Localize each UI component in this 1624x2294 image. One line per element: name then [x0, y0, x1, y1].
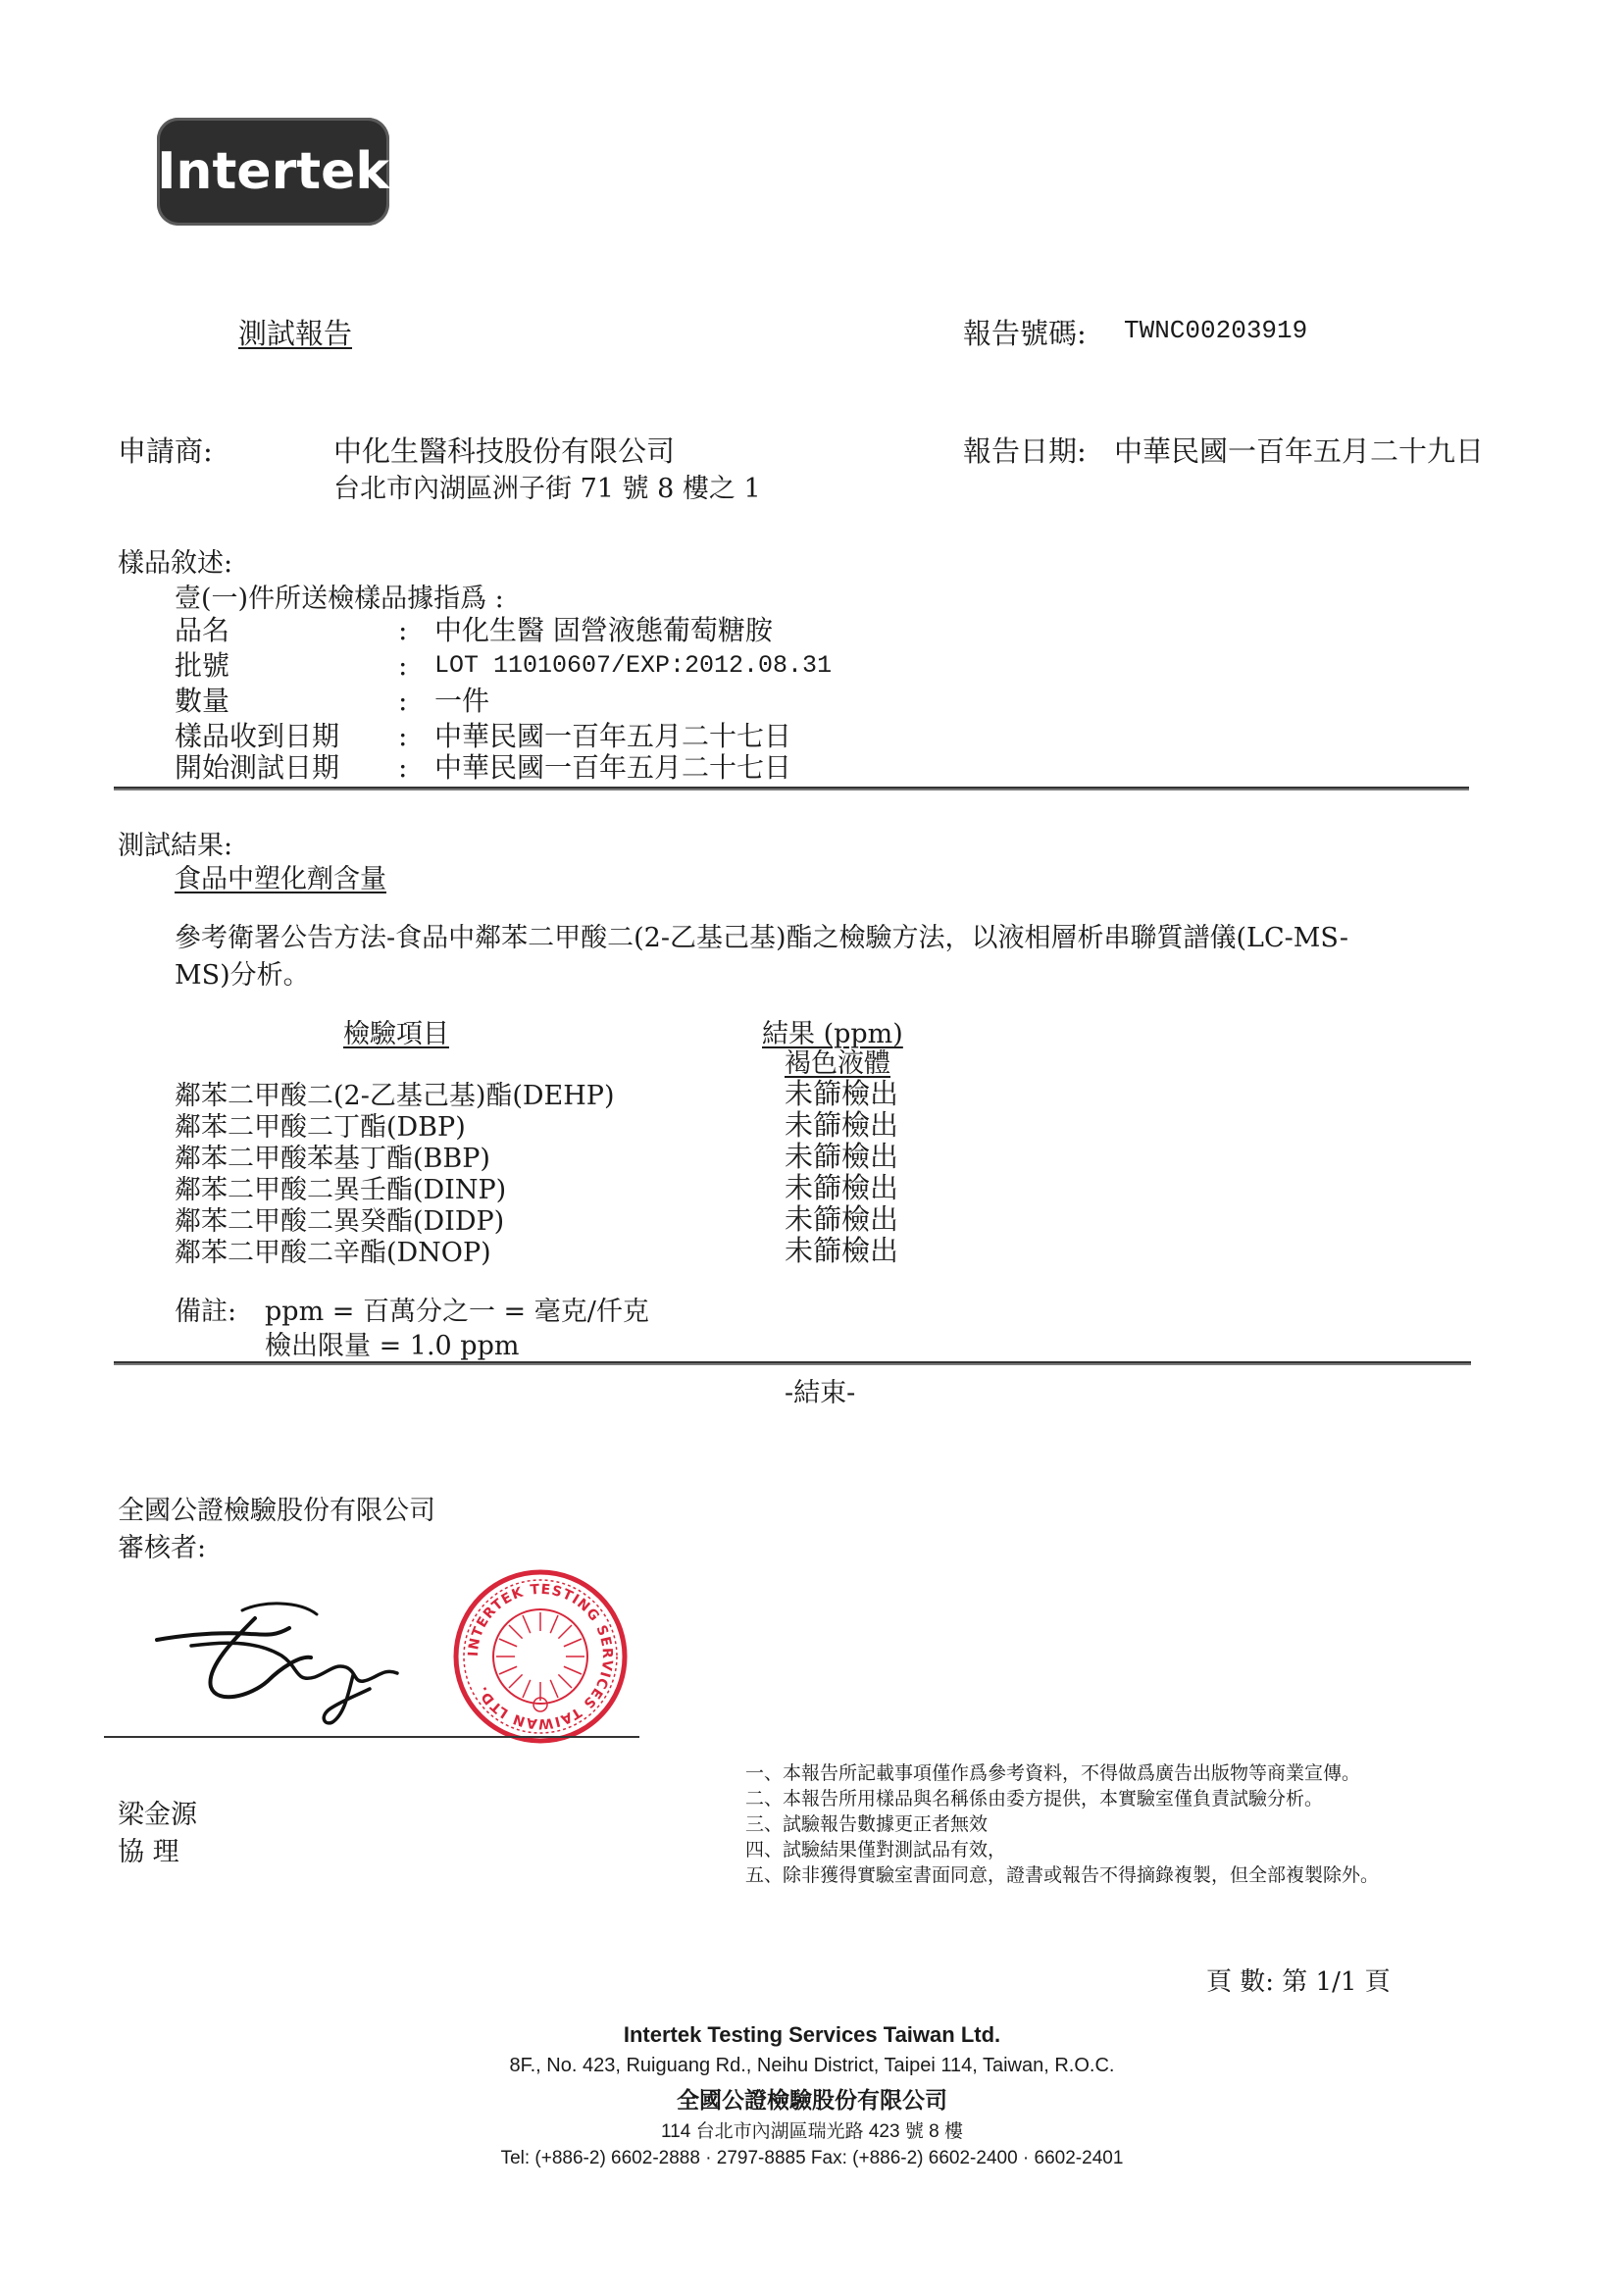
result-item-name: 鄰苯二甲酸二異癸酯(DIDP) — [175, 1206, 505, 1237]
signer-name: 梁金源 — [118, 1800, 197, 1830]
sample-row-value: 中華民國一百年五月二十七日 — [434, 751, 792, 784]
results-subtitle: 食品中塑化劑含量 — [175, 864, 386, 894]
sample-row-value: 中華民國一百年五月二十七日 — [434, 720, 792, 752]
result-item-name: 鄰苯二甲酸二丁酯(DBP) — [175, 1112, 466, 1143]
divider — [114, 787, 1469, 790]
applicant-label: 申請商: — [118, 434, 213, 468]
page-number: 頁 數: 第 1/1 頁 — [1206, 1967, 1391, 1997]
note-line-1: ppm = 百萬分之一 = 毫克/仟克 — [265, 1297, 649, 1327]
sample-row-label: 品名 — [175, 614, 230, 646]
result-item-value: 未篩檢出 — [785, 1171, 899, 1204]
sample-section-label: 樣品敘述: — [118, 548, 233, 579]
column-header-item: 檢驗項目 — [343, 1019, 449, 1049]
sample-row-label: 數量 — [175, 685, 230, 717]
result-item-value: 未篩檢出 — [785, 1108, 899, 1142]
sample-row-label: 開始測試日期 — [175, 751, 340, 784]
note-line-2: 檢出限量 = 1.0 ppm — [265, 1331, 520, 1361]
sample-type: 褐色液體 — [785, 1048, 890, 1079]
disclaimer-item: 四、試驗結果僅對測試品有效， — [745, 1839, 1007, 1861]
sample-row-value: 中化生醫 固營液態葡萄糖胺 — [434, 614, 773, 646]
signature — [152, 1599, 407, 1726]
footer-company-en: Intertek Testing Services Taiwan Ltd. — [623, 2022, 1001, 2047]
method-line-2: MS)分析。 — [175, 960, 310, 991]
result-item-name: 鄰苯二甲酸二(2-乙基己基)酯(DEHP) — [175, 1081, 615, 1111]
applicant-address: 台北市內湖區洲子街 71 號 8 樓之 1 — [333, 474, 761, 504]
result-item-value: 未篩檢出 — [785, 1202, 899, 1236]
footer-address-zh: 114 台北市內湖區瑞光路 423 號 8 樓 — [661, 2121, 963, 2142]
method-line-1: 參考衛署公告方法-食品中鄰苯二甲酸二(2-乙基己基)酯之檢驗方法，以液相層析串聯質譜儀(LC-MS- — [175, 923, 1348, 953]
reviewing-company: 全國公證檢驗股份有限公司 — [118, 1496, 435, 1526]
sample-row-value: 一件 — [434, 685, 490, 717]
svg-text:INTERTEK TESTING SERVICES TAIW: INTERTEK TESTING SERVICES TAIWAN LTD. — [465, 1581, 616, 1732]
note-label: 備註: — [175, 1297, 237, 1327]
divider — [114, 1361, 1471, 1365]
sample-row-colon: : — [398, 614, 408, 646]
footer-company-zh: 全國公證檢驗股份有限公司 — [677, 2087, 947, 2113]
report-date-label: 報告日期: — [963, 434, 1087, 468]
sample-row-label: 批號 — [175, 649, 230, 682]
sample-row-value: LOT 11010607/EXP:2012.08.31 — [434, 651, 833, 680]
column-header-result: 結果 (ppm) — [762, 1019, 903, 1049]
footer-address-en: 8F., No. 423, Ruiguang Rd., Neihu District, Taipei 114, Taiwan, R.O.C. — [509, 2055, 1115, 2076]
reviewer-label: 審核者: — [118, 1533, 207, 1563]
report-number-label: 報告號碼: — [963, 317, 1087, 350]
sample-row-colon: : — [398, 751, 408, 784]
footer-contact: Tel: (+886-2) 6602-2888 · 2797-8885 Fax: (+886-2) 6602-2400 · 6602-2401 — [500, 2148, 1124, 2168]
sample-row-colon: : — [398, 685, 408, 717]
disclaimer-item: 二、本報告所用樣品與名稱係由委方提供，本實驗室僅負責試驗分析。 — [745, 1788, 1324, 1810]
sample-row-colon: : — [398, 720, 408, 752]
disclaimer-list — [745, 1760, 1379, 1888]
disclaimer-item: 五、除非獲得實驗室書面同意，證書或報告不得摘錄複製，但全部複製除外。 — [745, 1864, 1380, 1886]
disclaimer-item: 一、本報告所記載事項僅作爲參考資料，不得做爲廣告出版物等商業宣傳。 — [745, 1762, 1361, 1784]
result-item-value: 未篩檢出 — [785, 1140, 899, 1173]
sample-intro: 壹(一)件所送檢樣品據指爲 : — [175, 584, 504, 614]
sample-row-label: 樣品收到日期 — [175, 720, 340, 752]
signer-title: 協 理 — [118, 1837, 179, 1867]
result-item-name: 鄰苯二甲酸二異壬酯(DINP) — [175, 1175, 507, 1205]
result-item-name: 鄰苯二甲酸苯基丁酯(BBP) — [175, 1144, 490, 1174]
intertek-logo — [157, 118, 389, 226]
result-item-name: 鄰苯二甲酸二辛酯(DNOP) — [175, 1238, 491, 1268]
signature-line — [104, 1736, 639, 1738]
end-mark: -結束- — [785, 1378, 856, 1408]
disclaimer-item: 三、試驗報告數據更正者無效 — [745, 1813, 989, 1835]
applicant-name: 中化生醫科技股份有限公司 — [333, 434, 676, 468]
report-date: 中華民國一百年五月二十九日 — [1114, 434, 1485, 468]
results-section-label: 測試結果: — [118, 831, 233, 861]
result-item-value: 未篩檢出 — [785, 1077, 899, 1110]
logo-text: Intertek — [157, 142, 389, 201]
report-title: 測試報告 — [238, 317, 353, 350]
company-seal — [451, 1567, 630, 1746]
sample-row-colon: : — [398, 649, 408, 682]
report-number: TWNC00203919 — [1124, 316, 1308, 345]
result-item-value: 未篩檢出 — [785, 1234, 899, 1267]
